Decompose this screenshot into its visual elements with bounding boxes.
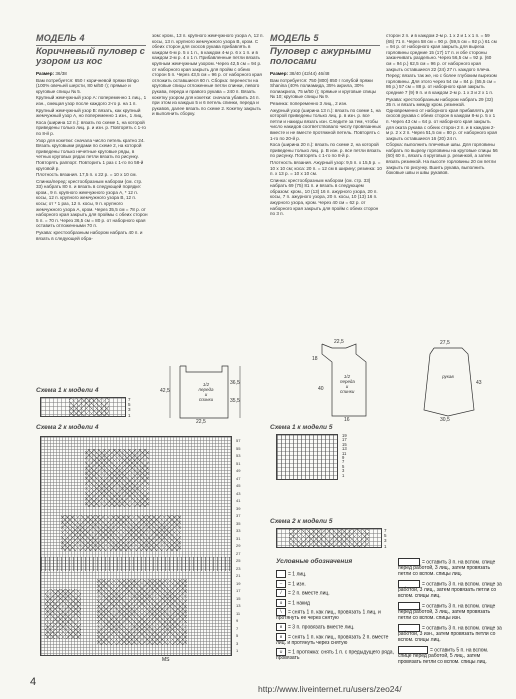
model4-schema1-grid [40,397,126,417]
row-num: 43 [236,490,241,496]
row-num: 45 [236,483,241,488]
model5-back-cont: сторон 2 п. и в каждом 2-м р. 1 х 2 и 1 х 1 п. = 59 (65) 71 п. Через 58 см = 90 р. (59,5 см = 92 р.) 61 см = 94 р. от наборного края закрыть для выреза горловины средние 15 (17) 17 п. и обе стороны заканчивать раздельно. Через 56,5 см = 92 р. (60 см = 94 р.) 62,5 см = 96 р. от наборного края закрыть оставшиеся 22 (24) 27 п. каждого плеча. [386,33,497,72]
row-num: 27 [236,550,241,556]
model4-diagram-label: 1/2 переда и спинки [198,382,214,402]
row-num: 3 [384,538,387,544]
row-num: 3 [236,640,239,646]
model5-assembly: Сборка: выполнить плечевые швы. Для горловины набрать по вырезу горловины на круговые спицы 56 (60) 60 п., вязать 4 круговых р. резинкой, а затем вязать резинкой. На высоте горловины 20 см петли закрыть по рисунку. Вшить рукава, выполнить боковые швы и швы рукавов. [386,142,498,176]
row-num: 3 [342,468,345,474]
model5-text-col2 [386,33,498,338]
model5-schema1-lace [277,435,337,479]
row-num: 5 [384,533,387,539]
model5-gauge: Плотность вязания. Ажурный узор: 9,5 п. х 15,5 р. = 10 х 10 см; коса: 20 п. = 12 см в ширину; резинка: 10 п. х 13 р. = 10 х 10 см. [270,159,382,177]
model4-schema2-motif [61,515,181,551]
model4-diagram [160,362,256,425]
row-num: 9 [342,455,345,461]
legend-title: Условные обозначения [276,558,353,565]
row-num: 57 [236,438,241,443]
row-num: 37 [236,513,241,518]
model5-sleeve-outline [404,340,500,422]
page-number: 4 [30,676,37,688]
legend-item: = 2 п. вместе лиц. [288,590,330,597]
row-num: 33 [236,528,241,533]
model5-size-value: 38/40 (42/44) 46/48 [289,71,330,76]
row-num: 55 [236,445,241,451]
row-num: 49 [236,468,241,473]
model5-dim-neck: 22,5 [334,339,344,345]
k2tog-symbol-icon: / [276,589,286,597]
legend-item: = снять 1 п. как лиц., провязать 2 п. вместе лиц. и протянуть через снятую [276,633,389,646]
model4-materials: Вам потребуется: 650 г коричневой пряжи Bingo (100% овечьей шерсти, 80 м/50 г); прямые и круговые спицы № 5. [36,77,139,94]
row-num: 11 [342,450,347,456]
model5-dim-side: 40 [318,386,324,392]
legend-item: = 1 накид [288,599,310,606]
row-num: 53 [236,453,241,458]
model4-schema2-label: Схема 2 к модели 4 [36,424,99,431]
yarn-over-symbol-icon: o [276,599,286,607]
model4-size-label: Размер: [36,71,55,76]
row-num: 11 [236,610,241,616]
model4-schema1-label: Схема 1 к модели 4 [36,387,99,394]
row-num: 5 [342,463,345,469]
model4-text-col1 [36,71,148,340]
model4-yoke-pattern: Узор для кокетки: сначала число петель кратно 24. Вязать круговыми рядами по схеме 2, на которой приведены только нечетные круговые ряды, в четных круговых рядах петли вязать по рисунку. Повторять раппорт. Повторить 1 раз с 1-го по 58-й круговой р. [36,137,145,171]
model5-schema2-rows [384,528,387,549]
legend-item: = 1 лиц. [288,571,307,578]
model5-schema1-rows [342,434,347,478]
knit-symbol-icon [276,570,286,578]
legend-item: = 3 п. провязать вместе лиц. [288,624,355,631]
row-num: 51 [236,460,241,466]
legend-item: = оставить 5 п. на вспом. спице перед работой, 5 лиц., затем провязать петли со вспом. спицы лиц. [398,647,489,665]
model5-schema2-grid [276,528,382,548]
row-num: 21 [236,573,241,578]
row-num: 39 [236,505,241,511]
model4-dim-width: 22,5 [196,419,206,425]
row-num: 41 [236,498,241,503]
legend-right [398,558,502,665]
model5-materials: Вам потребуется: 750 (800) 850 г голубой пряжи Shanina (40% полиамида, 35% акрила, 30% полиакрила, 75 м/50 г); прямые и круговые спицы № 10; круговые спицы № 9. [270,77,377,100]
model4-schema2-ms: MS [162,657,170,663]
row-num: 7 [128,397,131,402]
row-num: 29 [236,543,241,548]
model5-dim-width: 16 [344,417,350,423]
purl-symbol-icon: – [276,580,286,588]
row-num: 9 [236,618,239,623]
model4-schema2-motif [97,579,187,645]
row-num: 1 [128,412,131,418]
model5-text-col1 [270,71,382,337]
model4-tag: МОДЕЛЬ 4 [36,33,85,43]
model4-schema2-band [41,557,231,571]
model5-schema2-cable [289,529,369,547]
row-num: 15 [236,595,241,601]
row-num: 15 [342,441,347,447]
model4-size-value: 36/38 [55,71,67,76]
model5-size-label: Размер: [270,71,289,76]
model4-schema1-cable [69,398,109,416]
row-num: 47 [236,475,241,481]
model4-pattern-a: Крупный жемчужный узор А: попеременно 1 лиц., 1 изн., смещая узор после каждого 2-го р. на 1 п. [36,95,147,106]
legend-item: = оставить 3 п. на вспом. спице перед работой, 3 лиц., затем провязать петли со вспом. спицы лиц. [398,559,496,577]
legend-item: = 1 протяжка: снять 1 п. с предыдущего ряда, провязать [276,648,394,661]
model5-dim-top: 27,5 [440,340,450,346]
model4-schema2-motif [85,449,149,507]
row-num: 17 [342,437,347,443]
model4-dim-height: 42,5 [160,388,170,394]
model5-back: Спинка: крестообразным набором (см. стр. 33) набрать 69 (75) 81 п. и вязать в следующем образом: кром., 10 (13) 16 п. ажурного узора, 20 п. косы, 7 п. ажурного узора, 20 п. косы, 10 (13) 16 п. ажурного узора, кром. Через 40 см = 62 р. от наборного края закрыть для пройм с обеих сторон по 3 п. [270,177,379,217]
model5-schema1-label: Схема 1 к модели 5 [270,424,333,431]
legend-item: = оставить 3 п. на вспом. спице за работой, 3 лиц., затем провязать петли со вспом. спицы лиц. [398,581,502,599]
model5-front: Перед: вязать так же, но с более глубоким вырезом горловины. Для этого через 54 см = 84 р. (55,5 см = 86 р.) 57 см = 88 р. от наборного края закрыть средние 7 (9) 9 п. и в каждом 2-м р. 1 х 3 и 2 х 1 п. [386,73,497,95]
ssk-symbol-icon: \ [276,608,286,616]
row-num: 19 [342,433,347,438]
model5-rib: Резинка: попеременно 3 лиц., 2 изн. [270,100,348,106]
model5-schema1-grid [276,434,338,480]
k3tog-symbol-icon: ∧ [276,623,286,631]
legend-item: = оставить 3 п. на вспом. спице перед работой, 3 лиц., затем провязать петли со вспом. спицы изн. [398,603,496,621]
model5-schema2-label: Схема 2 к модели 5 [270,518,333,525]
model5-tag: МОДЕЛЬ 5 [270,33,319,43]
row-num: 7 [342,459,345,465]
row-num: 7 [236,625,239,631]
model4-title: Коричневый пуловер с узором из кос [36,46,145,67]
row-num: 5 [236,633,239,638]
source-url[interactable]: http://www.liveinternet.ru/users/zeo24/ [258,684,402,694]
row-num: 1 [236,648,239,653]
model4-back-front: Спинка/перед: крестообразным набором (см. стр. 33) набрать 80 п. и вязать в следующей порядке: кром., 9 п. крупного жемчужного узора А, * 12 п. косы, 12 п. крупного жемчужного узора В, 12 п. косы; от * 1 раз, 12 п. косы, 9 п. крупного жемчужного узора А, кром. Через 35,5 см = 78 р. от наборного края закрыть для проймы с обеих сторон 5 п. = 70 п. Через 36,5 см = 80 р. от наборного края оставить отложенными 70 п. [36,178,148,229]
model4-sleeves: Рукава: крестообразным набором набрать 40 п. и вязать в следующей обра- [36,230,143,241]
row-num: 35 [236,520,241,526]
row-num: 5 [128,402,131,408]
model4-schema2-grid [40,436,232,656]
row-num: 7 [384,528,387,533]
model5-dim-armhole: 18 [312,356,318,362]
model4-schema2-rows [236,437,240,655]
model5-title: Пуловер с ажурными полосами [270,46,372,67]
model4-gauge: Плотность вязания. 17,5 п. х 22 р. = 10 х 10 см. [36,172,137,178]
legend-item: = снять 1 п. как лиц., провязать 1 лиц. и протянуть ее через снятую [276,609,381,621]
row-num: 3 [128,407,131,413]
sk2p-symbol-icon: ∧ [276,633,286,641]
legend-left [276,570,394,661]
model4-schema2-motif [45,589,81,639]
pull-symbol-icon: ∪ [276,648,286,656]
model5-dim-length: 43 [476,380,482,386]
model4-dim-side: 35,5 [230,398,240,404]
model4-pattern-b: Крупный жемчужный узор В: вязать, как крупный жемчужный узор А, но попеременно 1 изн., 1 лиц. [36,107,143,119]
row-num: 23 [236,565,241,571]
model5-dim-cuff: 30,5 [440,417,450,423]
row-num: 13 [236,603,241,608]
row-num: 19 [236,580,241,586]
legend-item: = оставить 3 п. на вспом. спице за работой, 3 изн., затем провязать петли со вспом. спицы лиц. [398,625,502,643]
model5-lace: Ажурный узор (ширина 13 п.): вязать по схеме 1, на которой приведены только лиц. р. в изн. р. все петли и накиды вязать изн. Следите за тем, чтобы число накидов соответствовало числу провязанных вместе и не вместе протяжной петель. Повторять с 1-го по 20-й р. [270,107,381,141]
model4-schema1-rows [128,397,131,418]
model5-sleeve-diagram [404,340,500,422]
model4-cable: Коса (ширина 12 п.): вязать по схеме 1, на которой приведены только лиц. р. и изн. р. Повторять с 1-го по 8-й р. [36,119,146,136]
row-num: 25 [236,558,241,563]
row-num: 31 [236,535,241,541]
row-num: 17 [236,588,241,593]
legend-item: = 1 изн. [288,580,306,587]
model5-body-diagram [298,339,388,423]
model4-text-col2: зом: кром., 13 п. крупного жемчужного узора А, 12 п. косы, 13 п. крупного жемчужного узора В, кром. С обеих сторон для скосов рукава прибавлять в каждом 6-м р. 5 х 1 п., в каждом 4-м р. 6 х 1 п. и в каждом 2-м р. 4 х 1 п. Прибавленные петли вязать крупным жемчужным узором. Через 42,5 см = 94 р. от наборного края закрыть для пройм с обеих сторон 5 п. Через 43,5 см = 96 р. от наборного края отложить оставшиеся 60 п. Сборка: перенести на круговые спицы отложенные петли спинки, левого рукава, переда и правого рукава = 240 п. Вязать кокетку узором для кокетки: сначала убавить 24 п. при этом из каждых 5 и 6 петель спинки, переда и рукавов, далее вязать по схеме 2. Кокетку закрыть и выполнить сборку. [152,33,264,117]
model5-sleeve-label: рукав [442,374,454,379]
row-num: 1 [384,543,387,549]
model4-dim-armhole: 36,5 [230,380,240,386]
row-num: 13 [342,446,347,452]
model5-body-label: 1/2 переда и спинки [340,374,355,394]
model5-sleeves: Рукава: крестообразным набором набрать 29 (32) 35 п. и вязать между кром. резинкой. Одновременно от наборного края прибавлять для скосов рукава с обеих сторон в каждом 8-м р. 5 х 1 п. Через 43 см = 64 р. от наборного края закрыть для оката рукава с обеих сторон 2 п. и в каждом 2-м р. 2 х 2 п. Через 51,5 см = 80 р. от наборного края закрыть оставшиеся 16 (20) 24 п. [386,96,497,141]
model5-cable: Коса (ширина 20 п.): вязать по схеме 2, на которой приведены только лиц. р. В изн. р. все петли вязать по рисунку. Повторять с 1-го по 8-й р. [270,142,381,159]
row-num: 1 [342,472,345,478]
